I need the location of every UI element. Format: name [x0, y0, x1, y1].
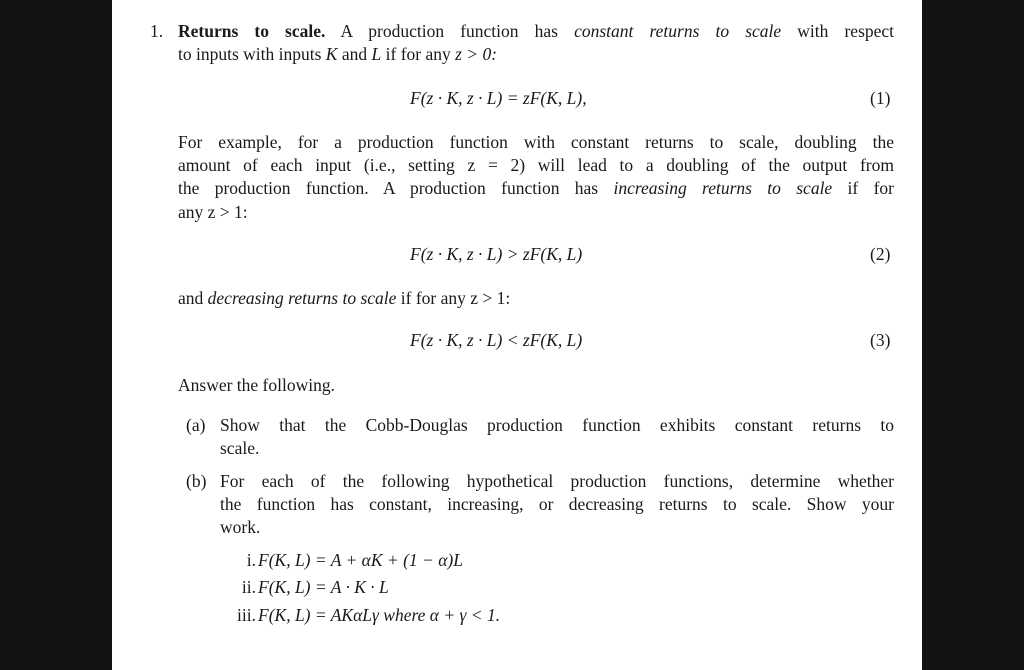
para2-line4: any z > 1: [178, 202, 248, 222]
intro-var-k: K [325, 44, 338, 64]
intro-term-constant: constant returns to scale [574, 21, 782, 41]
intro-line2-text: to inputs with inputs [178, 44, 322, 64]
para3-rest: if for any z > 1: [400, 288, 511, 308]
intro-text-3: with respect [797, 21, 895, 41]
part-b-line1: For each of the following hypothetical production functions, determine whether [220, 471, 894, 491]
problem-intro-line1 [178, 20, 894, 42]
problem-number: 1. [150, 21, 164, 41]
para2-line3-a: the production function. A production function has [178, 178, 599, 198]
part-b-line3: work. [220, 517, 261, 537]
answer-heading: Answer the following. [178, 375, 335, 395]
para3-and: and [178, 288, 204, 308]
para3 [178, 287, 510, 309]
subitem-iii-expr: F(K, L) = AKαLγ where α + γ < 1. [258, 605, 501, 625]
part-b-label: (b) [186, 471, 207, 491]
equation-2: F(z · K, z · L) > zF(K, L) [410, 244, 583, 264]
para2-line3-c: if for [847, 178, 894, 198]
para3-term-decreasing: decreasing returns to scale [207, 288, 397, 308]
part-a-label: (a) [186, 415, 206, 435]
problem-intro-line2 [178, 43, 497, 65]
problem-title: Returns to scale. [178, 21, 326, 41]
intro-text-1: A production function has [340, 21, 558, 41]
equation-3: F(z · K, z · L) < zF(K, L) [410, 330, 583, 350]
subitem-ii-label: ii. [241, 577, 256, 597]
subitem-ii-expr: F(K, L) = A · K · L [258, 577, 389, 597]
intro-ifany: if for any [385, 44, 451, 64]
equation-3-number: (3) [870, 330, 891, 350]
equation-1: F(z · K, z · L) = zF(K, L), [410, 88, 587, 108]
part-a-line1: Show that the Cobb-Douglas production function exhibits constant returns to [220, 415, 894, 435]
para2-term-increasing: increasing returns to scale [613, 178, 833, 198]
equation-1-number: (1) [870, 88, 891, 108]
para2-line2: amount of each input (i.e., setting z = 2) will lead to a doubling of the output from [178, 155, 894, 175]
document-page [112, 0, 922, 670]
intro-condition: z > 0: [455, 44, 498, 64]
subitem-i-label: i. [246, 550, 256, 570]
subitem-i-expr: F(K, L) = A + αK + (1 − α)L [258, 550, 463, 570]
subitem-iii-label: iii. [237, 605, 256, 625]
para2-line3 [178, 177, 894, 199]
intro-var-l: L [371, 44, 382, 64]
para2-line1: For example, for a production function with constant returns to scale, doubling the [178, 132, 894, 152]
equation-2-number: (2) [870, 244, 891, 264]
intro-and: and [341, 44, 368, 64]
part-b-line2: the function has constant, increasing, or decreasing returns to scale. Show your [220, 494, 894, 514]
part-a-line2: scale. [220, 438, 260, 458]
